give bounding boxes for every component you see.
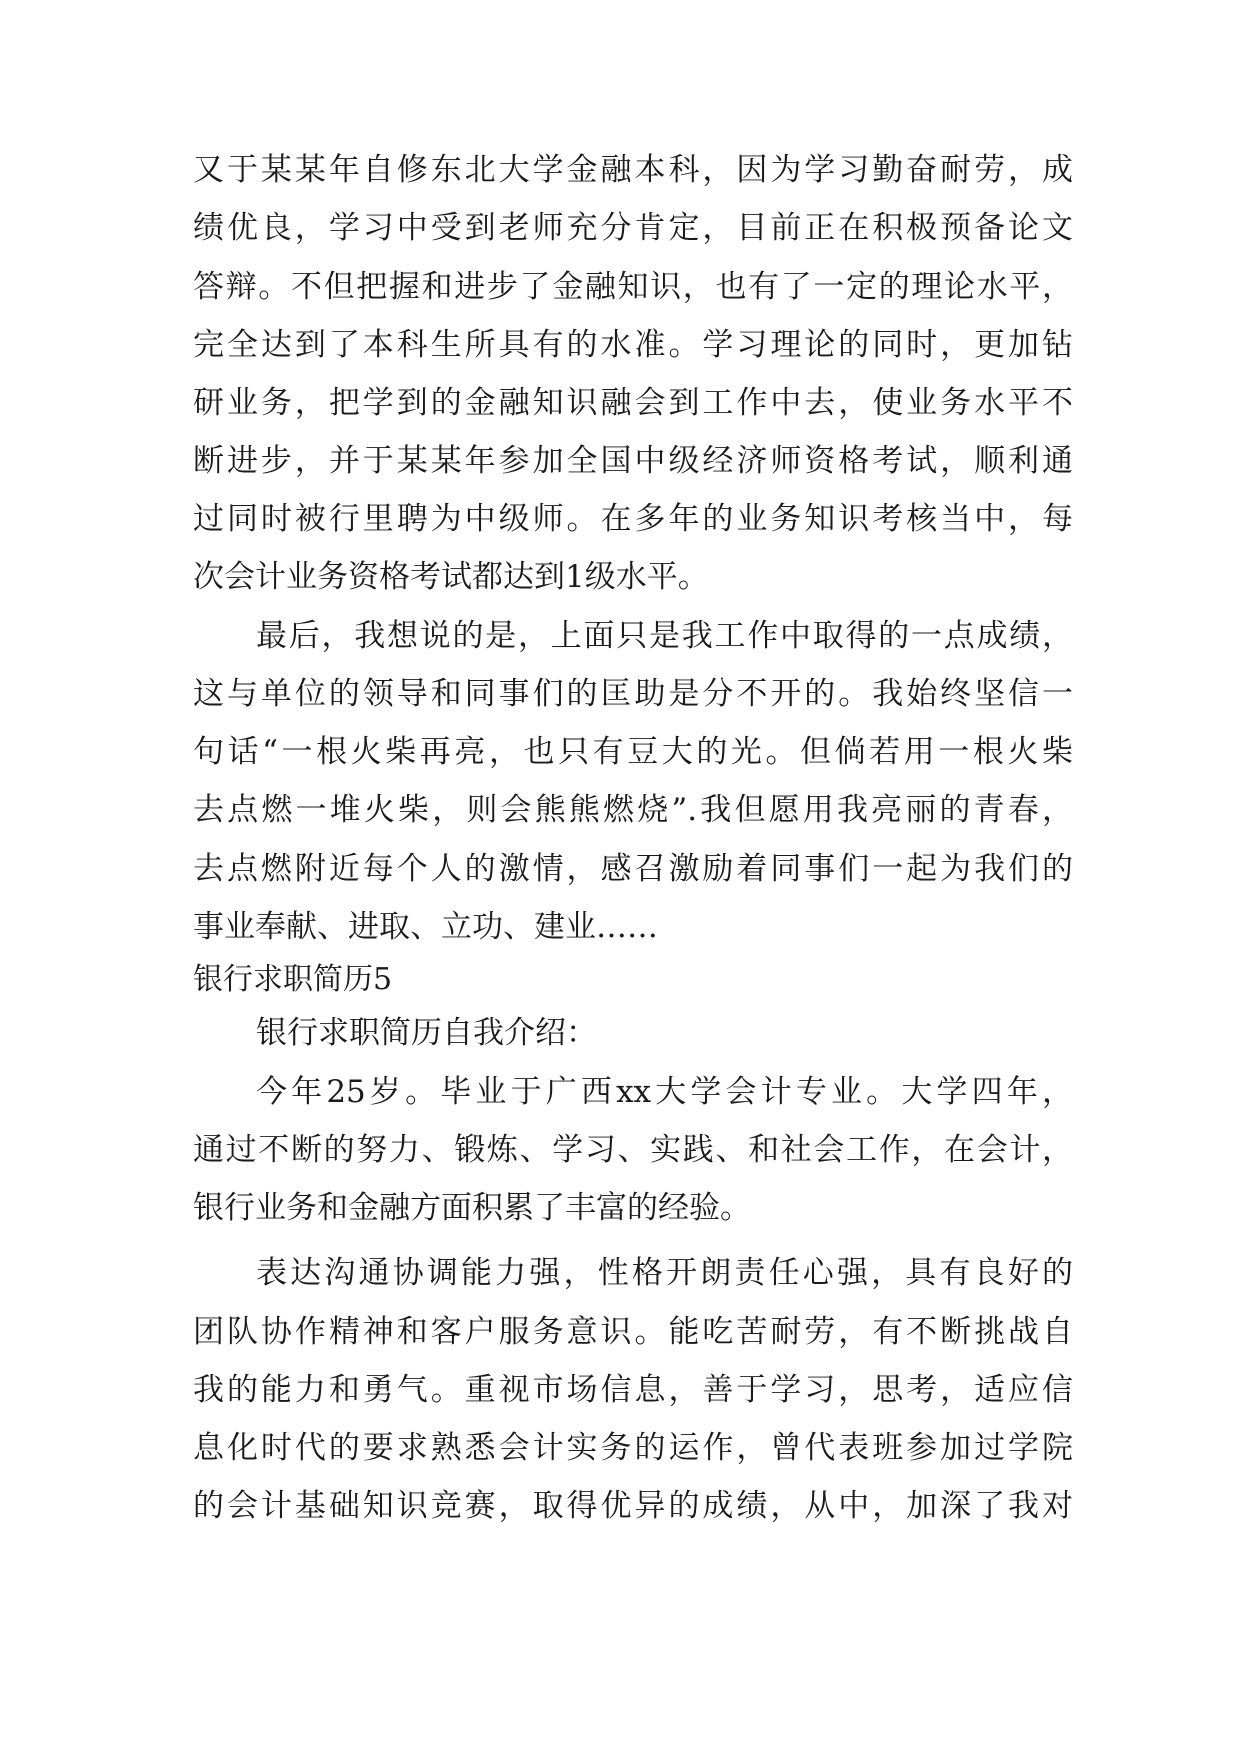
paragraph-line: 完全达到了本科生所具有的水准。学习理论的同时，更加钻 [193,327,1073,363]
paragraph-line: 团队协作精神和客户服务意识。能吃苦耐劳，有不断挑战自 [193,1314,1073,1350]
paragraph-line: 这与单位的领导和同事们的匡助是分不开的。我始终坚信一 [193,676,1073,712]
paragraph-first-line: 表达沟通协调能力强，性格开朗责任心强，具有良好的 [256,1255,1073,1291]
paragraph-line: 断进步，并于某某年参加全国中级经济师资格考试，顺利通 [193,443,1073,479]
paragraph-first-line: 今年25岁。毕业于广西xx大学会计专业。大学四年， [256,1074,1073,1110]
section-heading: 银行求职简历5 [193,962,393,997]
paragraph-line: 银行业务和金融方面积累了丰富的经验。 [193,1190,751,1226]
subheading-line: 银行求职简历自我介绍： [256,1015,597,1051]
paragraph-line: 句话“一根火柴再亮，也只有豆大的光。但倘若用一根火柴 [193,734,1073,770]
paragraph-line: 通过不断的努力、锻炼、学习、实践、和社会工作，在会计， [193,1132,1073,1168]
paragraph-first-line: 最后，我想说的是，上面只是我工作中取得的一点成绩， [256,618,1073,654]
paragraph-line: 绩优良，学习中受到老师充分肯定，目前正在积极预备论文 [193,210,1073,246]
paragraph-line: 的会计基础知识竞赛，取得优异的成绩，从中，加深了我对 [193,1488,1073,1524]
paragraph-line: 去点燃一堆火柴，则会熊熊燃烧”.我但愿用我亮丽的青春， [193,792,1073,828]
paragraph-line: 事业奉献、进取、立功、建业…… [193,909,658,945]
paragraph-line: 答辩。不但把握和进步了金融知识，也有了一定的理论水平， [193,269,1073,305]
paragraph-line: 研业务，把学到的金融知识融会到工作中去，使业务水平不 [193,385,1073,421]
paragraph-line: 次会计业务资格考试都达到1级水平。 [193,559,709,595]
paragraph-line: 息化时代的要求熟悉会计实务的运作，曾代表班参加过学院 [193,1430,1073,1466]
paragraph-line: 过同时被行里聘为中级师。在多年的业务知识考核当中，每 [193,501,1073,537]
paragraph-line: 我的能力和勇气。重视市场信息，善于学习，思考，适应信 [193,1372,1073,1408]
paragraph-line: 又于某某年自修东北大学金融本科，因为学习勤奋耐劳，成 [193,152,1073,188]
paragraph-line: 去点燃附近每个人的激情，感召激励着同事们一起为我们的 [193,851,1073,887]
